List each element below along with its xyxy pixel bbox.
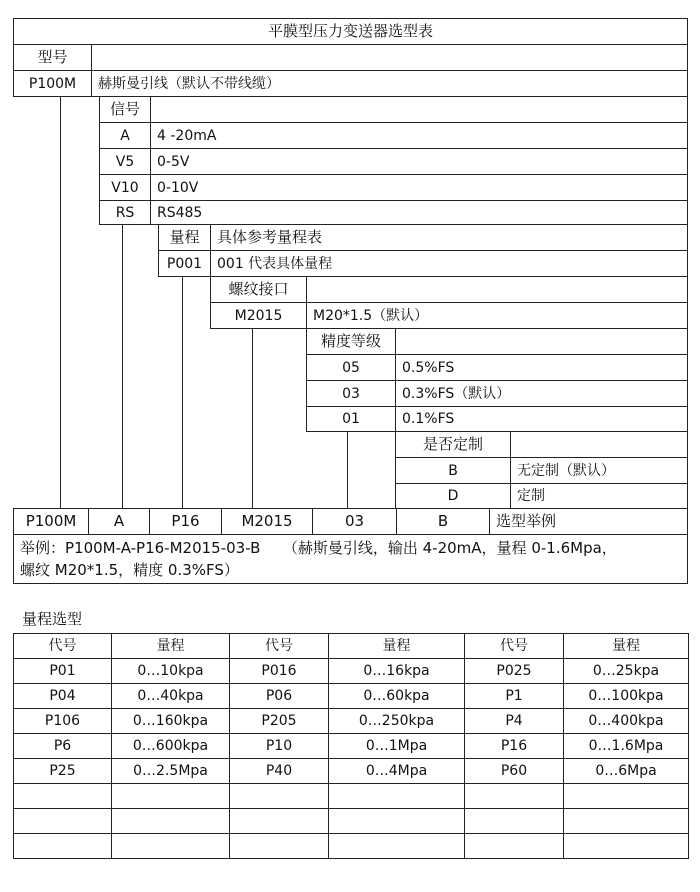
- range-desc: 具体参考量程表: [210, 224, 688, 251]
- table-row-empty: [14, 784, 689, 809]
- table-cell: P10: [230, 734, 329, 759]
- accuracy-desc: 0.1%FS: [395, 406, 688, 432]
- connector-line: [60, 96, 61, 508]
- custom-label: 是否定制: [395, 431, 511, 458]
- table-header-row: [14, 634, 689, 659]
- table-cell: 0…1Mpa: [329, 734, 465, 759]
- table-cell: [112, 784, 230, 809]
- thread-code: M2015: [210, 302, 307, 329]
- table-cell: [465, 784, 564, 809]
- signal-desc: 0-10V: [150, 174, 688, 201]
- signal-desc: RS485: [150, 200, 688, 225]
- table-cell: P6: [14, 734, 112, 759]
- thread-header-blank: [306, 276, 688, 303]
- table-cell: [230, 784, 329, 809]
- table-row-empty: [14, 834, 689, 859]
- accuracy-code: 03: [306, 380, 396, 407]
- signal-desc: 0-5V: [150, 148, 688, 175]
- table-cell: [14, 834, 112, 859]
- example-label: 选型举例: [489, 508, 688, 535]
- accuracy-desc: 0.5%FS: [395, 354, 688, 381]
- table-cell: 0…6Mpa: [564, 759, 689, 784]
- table-cell: P25: [14, 759, 112, 784]
- table-cell: P4: [465, 709, 564, 734]
- column-header: 代号: [465, 634, 564, 659]
- model-label: 型号: [13, 44, 92, 71]
- example-part: 03: [312, 508, 397, 535]
- accuracy-code: 05: [306, 354, 396, 381]
- table-cell: 0…25kpa: [564, 659, 689, 684]
- range-label: 量程: [158, 224, 211, 251]
- table-cell: [564, 834, 689, 859]
- model-code: P100M: [13, 70, 92, 97]
- table-cell: [465, 809, 564, 834]
- example-part: P100M: [13, 508, 89, 535]
- table-cell: P04: [14, 684, 112, 709]
- column-header: 代号: [14, 634, 112, 659]
- signal-code: RS: [99, 200, 151, 225]
- table-cell: [564, 809, 689, 834]
- table-cell: 0…250kpa: [329, 709, 465, 734]
- example-text-line2: 螺纹 M20*1.5，精度 0.3%FS）: [20, 561, 239, 579]
- table-cell: [329, 809, 465, 834]
- accuracy-header-blank: [395, 328, 688, 355]
- table-cell: [564, 784, 689, 809]
- table-cell: P1: [465, 684, 564, 709]
- custom-desc: 定制: [510, 483, 688, 509]
- table-row-empty: [14, 809, 689, 834]
- table-cell: 0…160kpa: [112, 709, 230, 734]
- example-part: M2015: [221, 508, 313, 535]
- example-part: B: [396, 508, 490, 535]
- table-cell: 0…60kpa: [329, 684, 465, 709]
- example-part: A: [88, 508, 150, 535]
- custom-header-blank: [510, 431, 688, 458]
- table-cell: 0…4Mpa: [329, 759, 465, 784]
- connector-line: [347, 431, 348, 508]
- range-table-title: 量程选型: [22, 610, 83, 628]
- table-row: [14, 734, 689, 759]
- signal-header-blank: [150, 96, 688, 123]
- signal-code: A: [99, 122, 151, 149]
- table-row: [14, 684, 689, 709]
- range-code-desc: 001 代表具体量程: [210, 250, 688, 277]
- signal-code: V10: [99, 174, 151, 201]
- table-cell: [230, 809, 329, 834]
- model-header-blank: [91, 44, 688, 71]
- table-cell: P016: [230, 659, 329, 684]
- column-header: 代号: [230, 634, 329, 659]
- accuracy-code: 01: [306, 406, 396, 432]
- table-cell: 0…10kpa: [112, 659, 230, 684]
- table-cell: P025: [465, 659, 564, 684]
- table-cell: [465, 834, 564, 859]
- range-code: P001: [158, 250, 211, 277]
- table-cell: P205: [230, 709, 329, 734]
- accuracy-desc: 0.3%FS（默认）: [395, 380, 688, 407]
- column-header: 量程: [329, 634, 465, 659]
- table-row: [14, 709, 689, 734]
- range-table: [13, 633, 689, 859]
- table-cell: P40: [230, 759, 329, 784]
- table-title: 平膜型压力变送器选型表: [13, 18, 688, 45]
- connector-line: [252, 328, 253, 508]
- table-cell: 0…16kpa: [329, 659, 465, 684]
- column-header: 量程: [112, 634, 230, 659]
- signal-label: 信号: [99, 96, 151, 123]
- custom-code: B: [395, 457, 511, 484]
- signal-code: V5: [99, 148, 151, 175]
- signal-desc: 4 -20mA: [150, 122, 688, 149]
- table-cell: P06: [230, 684, 329, 709]
- table-cell: P16: [465, 734, 564, 759]
- table-cell: 0…1.6Mpa: [564, 734, 689, 759]
- table-cell: 0…600kpa: [112, 734, 230, 759]
- example-text-line1: 举例：P100M-A-P16-M2015-03-B （赫斯曼引线，输出 4-20mA，量程 0-1.6Mpa，: [20, 539, 617, 557]
- custom-desc: 无定制（默认）: [510, 457, 688, 484]
- table-row: [14, 659, 689, 684]
- accuracy-label: 精度等级: [306, 328, 396, 355]
- table-cell: [329, 834, 465, 859]
- table-cell: [14, 784, 112, 809]
- table-cell: P60: [465, 759, 564, 784]
- table-cell: 0…100kpa: [564, 684, 689, 709]
- connector-line: [182, 276, 183, 508]
- table-cell: 0…2.5Mpa: [112, 759, 230, 784]
- table-cell: P01: [14, 659, 112, 684]
- table-cell: [230, 834, 329, 859]
- table-cell: [112, 809, 230, 834]
- table-cell: 0…40kpa: [112, 684, 230, 709]
- table-cell: 0…400kpa: [564, 709, 689, 734]
- table-cell: P106: [14, 709, 112, 734]
- connector-line: [122, 224, 123, 508]
- thread-label: 螺纹接口: [210, 276, 307, 303]
- thread-desc: M20*1.5（默认）: [306, 302, 688, 329]
- model-desc: 赫斯曼引线（默认不带线缆）: [91, 70, 688, 97]
- table-row: [14, 759, 689, 784]
- example-part: P16: [149, 508, 222, 535]
- table-cell: [329, 784, 465, 809]
- custom-code: D: [395, 483, 511, 509]
- table-cell: [14, 809, 112, 834]
- column-header: 量程: [564, 634, 689, 659]
- table-cell: [112, 834, 230, 859]
